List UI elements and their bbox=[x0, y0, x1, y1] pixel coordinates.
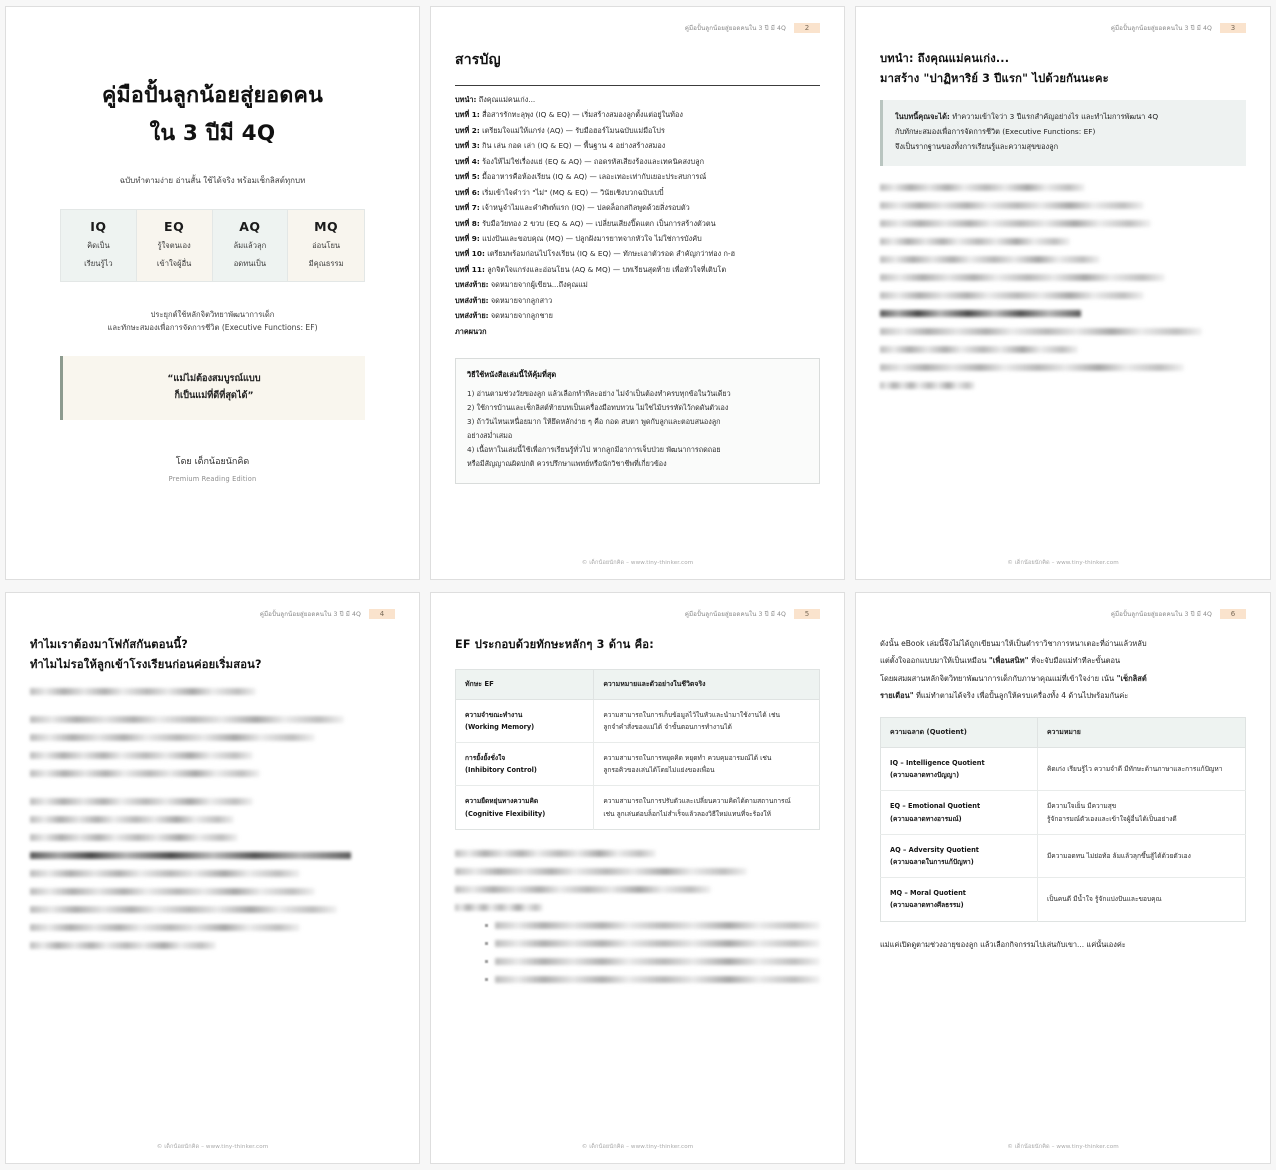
toc-item[interactable] bbox=[455, 311, 820, 321]
toc-item[interactable] bbox=[455, 234, 820, 244]
page-5 bbox=[430, 592, 845, 1164]
cover-applied-line-2: และทักษะสมองเพื่อการจัดการชีวิต (Executive Functions: EF) bbox=[107, 323, 318, 333]
page-3-content bbox=[856, 7, 1270, 579]
redacted-line bbox=[880, 274, 1165, 281]
redacted-line bbox=[880, 256, 1100, 263]
page-footer: © เด็กน้อยนักคิด – www.tiny-thinker.com bbox=[1007, 1144, 1119, 1150]
focus-heading bbox=[30, 635, 395, 674]
redacted-line bbox=[880, 310, 1081, 317]
redacted-line bbox=[495, 940, 820, 947]
quotient-aq-line-1: ล้มแล้วลุก bbox=[233, 241, 267, 251]
ef-skills-table bbox=[455, 669, 820, 830]
howto-box bbox=[455, 358, 820, 484]
toc-item-label: บทส่งท้าย: bbox=[455, 280, 489, 290]
redacted-body-text bbox=[455, 850, 820, 994]
toc-item-label: บทส่งท้าย: bbox=[455, 295, 489, 305]
redacted-line bbox=[30, 852, 351, 859]
page-number-badge: 5 bbox=[794, 609, 820, 619]
redacted-line bbox=[30, 688, 256, 695]
toc-item[interactable] bbox=[455, 172, 820, 182]
ef-desc-cell bbox=[594, 699, 820, 742]
redacted-body-text bbox=[880, 184, 1246, 400]
redacted-line bbox=[30, 798, 253, 805]
quotient-col-meaning: ความหมาย bbox=[1037, 718, 1245, 748]
toc-item-label: บทที่ 9: bbox=[455, 233, 480, 243]
callout-line-3: จึงเป็นรากฐานของทั้งการเรียนรู้และความสุขของลูก bbox=[895, 141, 1059, 151]
cover-subtitle: ฉบับทำตามง่าย อ่านสั้น ใช้ได้จริง พร้อมเช็กลิสต์ทุกบท bbox=[119, 176, 306, 186]
intro-emphasis-checklist-2: รายเดือน" bbox=[880, 690, 914, 700]
toc-item[interactable] bbox=[455, 126, 820, 136]
quotient-name-th: (ความฉลาดทางปัญญา) bbox=[890, 771, 960, 780]
bullet-dot-icon bbox=[485, 978, 488, 981]
howto-title: วิธีใช้หนังสือเล่มนี้ให้คุ้มที่สุด bbox=[467, 370, 557, 379]
running-head-page-6 bbox=[880, 607, 1246, 621]
table-row bbox=[456, 786, 820, 829]
callout-lead: ในบทนี้คุณจะได้: bbox=[895, 112, 950, 122]
redacted-line bbox=[880, 238, 1070, 245]
redacted-line bbox=[880, 364, 1184, 371]
quotient-desc-line-1: คิดเก่ง เรียนรู้ไว ความจำดี มีทักษะด้านภาษาและการแก้ปัญหา bbox=[1046, 765, 1223, 774]
quotient-desc-line-2: รู้จักอารมณ์ตัวเองและเข้าใจผู้อื่นได้เป็นอย่างดี bbox=[1046, 814, 1177, 823]
ef-desc-line-1: ความสามารถในการหยุดคิด หยุดทำ ควบคุมอารมณ์ได้ เช่น bbox=[603, 753, 772, 762]
quotient-desc-cell bbox=[1037, 878, 1245, 921]
page-number-badge: 2 bbox=[794, 23, 820, 33]
redacted-line bbox=[30, 906, 337, 913]
redacted-gap bbox=[30, 788, 395, 798]
cover-title-line-1: คู่มือปั้นลูกน้อยสู่ยอดคน bbox=[101, 83, 324, 108]
toc-item-text: แบ่งปันและขอบคุณ (MQ) — ปลูกฝังมารยาทจากหัวใจ ไม่ใช่การบังคับ bbox=[479, 233, 702, 243]
ef-skill-th: ความจำขณะทำงาน bbox=[465, 710, 523, 719]
toc-item-label: บทที่ 2: bbox=[455, 125, 480, 135]
quotient-cell-aq bbox=[213, 210, 289, 281]
quotient-name-th: (ความฉลาดทางอารมณ์) bbox=[890, 814, 962, 823]
toc-item-label: บทนำ: bbox=[455, 95, 477, 104]
redacted-line bbox=[30, 942, 216, 949]
redacted-body-text bbox=[30, 688, 395, 960]
redacted-bullet-item bbox=[485, 922, 820, 929]
toc-item-text: เตรียมใจแม่ให้แกร่ง (AQ) — รับมือฮอร์โมนฉบับแม่มือโปร bbox=[479, 125, 665, 135]
page-3 bbox=[855, 6, 1271, 580]
page-1 bbox=[5, 6, 420, 580]
redacted-line bbox=[30, 834, 238, 841]
callout-line-2: กับทักษะสมองเพื่อการจัดการชีวิต (Executive Functions: EF) bbox=[895, 127, 1096, 136]
quotient-desc-cell bbox=[1037, 834, 1245, 877]
redacted-line bbox=[30, 716, 344, 723]
page-1-content bbox=[6, 7, 419, 579]
ebook-intro-paragraph bbox=[880, 635, 1246, 704]
running-head-title: คู่มือปั้นลูกน้อยสู่ยอดคนใน 3 ปี มี 4Q bbox=[684, 611, 786, 618]
ef-table-body bbox=[456, 699, 820, 829]
quotient-desc-line-1: มีความอดทน ไม่ย่อท้อ ล้มแล้วลุกขึ้นสู้ได้ด้วยตัวเอง bbox=[1046, 851, 1191, 860]
toc-item[interactable] bbox=[455, 188, 820, 198]
toc-item-text: เตรียมพร้อมก่อนไปโรงเรียน (IQ & EQ) — ทักษะเอาตัวรอด สำคัญกว่าท่อง ก-ฮ bbox=[484, 249, 736, 259]
running-head-title: คู่มือปั้นลูกน้อยสู่ยอดคนใน 3 ปี มี 4Q bbox=[1110, 25, 1212, 32]
redacted-line bbox=[880, 220, 1151, 227]
table-header-row bbox=[456, 669, 820, 699]
ef-skill-cell bbox=[456, 786, 594, 829]
ef-desc-line-2: ลูกรอคิวของเล่นได้โดยไม่แย่งของเพื่อน bbox=[603, 766, 715, 775]
bullet-dot-icon bbox=[485, 942, 488, 945]
redacted-line bbox=[455, 868, 747, 875]
toc-heading: สารบัญ bbox=[455, 52, 501, 68]
ef-desc-cell bbox=[594, 786, 820, 829]
closing-paragraph: แม่แค่เปิดดูตามช่วงอายุของลูก แล้วเลือกกิจกรรมไปเล่นกับเขา... แค่นั้นเองค่ะ bbox=[880, 939, 1126, 949]
redacted-bullet-item bbox=[485, 976, 820, 983]
quotient-name-en: EQ – Emotional Quotient bbox=[890, 802, 981, 811]
toc-item-text: เริ่มเข้าใจคำว่า "ไม่" (MQ & EQ) — วินัยเชิงบวกฉบับเบบี๋ bbox=[479, 187, 664, 197]
running-head-page-2 bbox=[455, 21, 820, 35]
page-number-badge: 6 bbox=[1220, 609, 1246, 619]
intro-line-2a: แต่ตั้งใจออกแบบมาให้เป็นเหมือน bbox=[880, 656, 989, 666]
ef-table-head bbox=[456, 669, 820, 699]
ef-skill-cell bbox=[456, 699, 594, 742]
quotient-mq-line-2: มีคุณธรรม bbox=[308, 259, 344, 269]
redacted-line bbox=[880, 202, 1144, 209]
page-2-content bbox=[431, 7, 844, 579]
toc-item-text: ลูกจิตใจแกร่งและอ่อนโยน (AQ & MQ) — บทเรียนสุดท้าย เพื่อหัวใจที่เติบโต bbox=[484, 264, 727, 274]
ef-col-skill: ทักษะ EF bbox=[456, 669, 594, 699]
toc-item[interactable] bbox=[455, 265, 820, 275]
ef-desc-line-2: เช่น ลูกเล่นต่อบล็อกไม่สำเร็จแล้วลองวิธีใหม่แทนที่จะร้องให้ bbox=[603, 809, 771, 818]
cover-title-line-2: ใน 3 ปีมี 4Q bbox=[149, 120, 276, 146]
page-footer: © เด็กน้อยนักคิด – www.tiny-thinker.com bbox=[581, 560, 694, 566]
quotient-mq-line-1: อ่อนโยน bbox=[312, 241, 341, 251]
redacted-bullet-list bbox=[455, 922, 820, 983]
page-4 bbox=[5, 592, 420, 1164]
toc-item-text: รับมือวัยทอง 2 ขวบ (EQ & AQ) — เปลี่ยนเสียงปี๊ดแตก เป็นการสร้างตัวตน bbox=[479, 218, 716, 228]
redacted-line bbox=[495, 922, 820, 929]
redacted-line bbox=[30, 924, 300, 931]
focus-heading-line-2: ทำไมไม่รอให้ลูกเข้าโรงเรียนก่อนค่อยเริ่มสอน? bbox=[30, 657, 262, 671]
table-row bbox=[881, 878, 1246, 921]
quotient-eq-line-1: รู้ใจตนเอง bbox=[157, 241, 191, 251]
quotient-table-body bbox=[881, 748, 1246, 922]
redacted-line bbox=[30, 770, 260, 777]
running-head-page-5 bbox=[455, 607, 820, 621]
intro-line-1: ดังนั้น eBook เล่มนี้จึงไม่ได้ถูกเขียนมาให้เป็นตำราวิชาการหนาเตอะที่อ่านแล้วหลับ bbox=[880, 639, 1147, 648]
quotient-cell-mq bbox=[288, 210, 364, 281]
quotient-name-cell bbox=[881, 748, 1038, 791]
ef-heading: EF ประกอบด้วยทักษะหลักๆ 3 ด้าน คือ: bbox=[455, 638, 654, 651]
quotient-name-th: (ความฉลาดในการแก้ปัญหา) bbox=[890, 857, 974, 866]
redacted-line bbox=[880, 292, 1144, 299]
chapter-summary-callout bbox=[880, 100, 1246, 165]
toc-item-text: จดหมายจากผู้เขียน...ถึงคุณแม่ bbox=[488, 280, 588, 290]
quotient-name-en: IQ – Intelligence Quotient bbox=[890, 759, 985, 767]
table-row bbox=[456, 742, 820, 785]
toc-item[interactable] bbox=[455, 95, 820, 105]
toc-item-label: บทที่ 6: bbox=[455, 187, 480, 197]
intro-emphasis-friend: "เพื่อนสนิท" bbox=[988, 656, 1029, 666]
cover-applied-line-1: ประยุกต์ใช้หลักจิตวิทยาพัฒนาการเด็ก bbox=[150, 309, 275, 319]
howto-line: 1) อ่านตามช่วงวัยของลูก แล้วเลือกทำทีละอย่าง ไม่จำเป็นต้องทำครบทุกข้อในวันเดียว bbox=[467, 389, 731, 398]
howto-line: 2) ใช้การบ้านและเช็กลิสต์ท้ายบทเป็นเครื่องมือทบทวน ไม่ใช่ไม้บรรทัดไว้กดดันตัวเอง bbox=[467, 403, 729, 413]
toc-item[interactable] bbox=[455, 110, 820, 120]
toc-item-label: บทที่ 1: bbox=[455, 110, 480, 120]
intro-emphasis-checklist-1: "เช็กลิสต์ bbox=[1116, 673, 1147, 683]
intro-line-4b: ที่แม่ทำตามได้จริง เพื่อปั้นลูกให้ครบเครื่องทั้ง 4 ด้านไปพร้อมกันค่ะ bbox=[913, 690, 1129, 700]
table-header-row bbox=[881, 718, 1246, 748]
redacted-line bbox=[455, 850, 656, 857]
page-number-badge: 4 bbox=[369, 609, 395, 619]
quotient-aq-line-2: อดทนเป็น bbox=[233, 259, 267, 269]
quotient-cell-eq bbox=[137, 210, 213, 281]
page-2 bbox=[430, 6, 845, 580]
toc-item-label: บทที่ 5: bbox=[455, 172, 480, 182]
redacted-line bbox=[880, 184, 1085, 191]
toc-item-text: ถึงคุณแม่คนเก่ง... bbox=[476, 95, 536, 104]
redacted-line bbox=[30, 870, 300, 877]
quotient-name-en: MQ – Moral Quotient bbox=[890, 889, 966, 898]
redacted-line bbox=[30, 752, 253, 759]
page-6 bbox=[855, 592, 1271, 1164]
page-6-content bbox=[856, 593, 1270, 1163]
quotient-name-cell bbox=[881, 791, 1038, 834]
table-row bbox=[881, 791, 1246, 834]
toc-item-label: ภาคผนวก bbox=[455, 326, 487, 336]
quotient-iq-line-1: คิดเป็น bbox=[87, 241, 110, 251]
table-row bbox=[881, 834, 1246, 877]
toc-list bbox=[455, 95, 820, 342]
toc-item[interactable] bbox=[455, 280, 820, 290]
toc-item-text: จดหมายจากลูกชาย bbox=[488, 311, 553, 321]
howto-line: 3) ถ้าวันไหนเหนื่อยมาก ให้ยึดหลักง่าย ๆ คือ กอด สบตา พูดกับลูกและตอบสนองลูก bbox=[467, 417, 721, 427]
page-footer: © เด็กน้อยนักคิด – www.tiny-thinker.com bbox=[1007, 560, 1119, 566]
page-footer: © เด็กน้อยนักคิด – www.tiny-thinker.com bbox=[156, 1144, 269, 1150]
quotient-code-mq: MQ bbox=[314, 219, 339, 235]
page-number-badge: 3 bbox=[1220, 23, 1246, 33]
table-row bbox=[456, 699, 820, 742]
quotient-iq-line-2: เรียนรู้ไว bbox=[84, 259, 113, 269]
redacted-line bbox=[455, 886, 711, 893]
quotient-col-name: ความฉลาด (Quotient) bbox=[881, 718, 1038, 748]
redacted-line bbox=[455, 904, 543, 911]
toc-item[interactable] bbox=[455, 203, 820, 213]
page-footer: © เด็กน้อยนักคิด – www.tiny-thinker.com bbox=[581, 1144, 694, 1150]
quotient-desc-cell bbox=[1037, 791, 1245, 834]
ef-skill-th: การยั้งยั้งชั่งใจ bbox=[465, 753, 506, 762]
howto-line: 4) เนื้อหาในเล่มนี้ใช้เพื่อการเรียนรู้ทั่วไป หากลูกมีอาการเจ็บป่วย พัฒนาการถดถอย bbox=[467, 445, 721, 455]
redacted-line bbox=[30, 734, 315, 741]
toc-item-text: ร้องให้ไม่ใช่เรื่องแย่ (EQ & AQ) — ถอดรหัสเสียงร้องและเทคนิคสงบลูก bbox=[479, 156, 704, 166]
ef-skill-en: (Cognitive Flexibility) bbox=[465, 809, 546, 818]
quotient-table-head bbox=[881, 718, 1246, 748]
ef-desc-line-1: ความสามารถในการปรับตัวและเปลี่ยนความคิดได้ตามสถานการณ์ bbox=[603, 797, 791, 806]
quotient-code-aq: AQ bbox=[239, 219, 261, 235]
bullet-dot-icon bbox=[485, 960, 488, 963]
toc-item-label: บทที่ 10: bbox=[455, 249, 485, 259]
cover-edition: Premium Reading Edition bbox=[168, 475, 257, 484]
redacted-line bbox=[495, 958, 820, 965]
cover-quote-line-1: “แม่ไม่ต้องสมบูรณ์แบบ bbox=[167, 373, 261, 385]
intro-line-3a: โดยผสมผสานหลักจิตวิทยาพัฒนาการเด็กกับภาษาคุณแม่ที่เข้าใจง่าย เน้น bbox=[880, 673, 1117, 683]
intro-line-2c: ที่จะจับมือแม่ทำทีละขั้นตอน bbox=[1028, 656, 1121, 666]
redacted-line bbox=[880, 382, 975, 389]
toc-item-text: เจ้าหนูจำไมและคำศัพท์แรก (IQ) — ปลดล็อกสกิลพูดด้วยสิ่งรอบตัว bbox=[479, 203, 690, 213]
page-5-content bbox=[431, 593, 844, 1163]
howto-line: หรือมีสัญญาณผิดปกติ ควรปรึกษาแพทย์หรือนักวิชาชีพที่เกี่ยวข้อง bbox=[467, 459, 667, 469]
ef-skill-en: (Working Memory) bbox=[465, 722, 535, 731]
ef-col-meaning: ความหมายและตัวอย่างในชีวิตจริง bbox=[594, 669, 820, 699]
running-head-page-3 bbox=[880, 21, 1246, 35]
quotient-name-en: AQ – Adversity Quotient bbox=[890, 845, 979, 854]
toc-item-text: มื้ออาหารคือห้องเรียน (IQ & AQ) — เลอะเทอะเท่ากับเยอะประสบการณ์ bbox=[479, 172, 707, 182]
redacted-line bbox=[30, 888, 315, 895]
redacted-gap bbox=[30, 706, 395, 716]
toc-item[interactable] bbox=[455, 249, 820, 259]
toc-item[interactable] bbox=[455, 219, 820, 229]
quotient-code-eq: EQ bbox=[164, 219, 185, 235]
focus-heading-line-1: ทำไมเราต้องมาโฟกัสกันตอนนี้? bbox=[30, 638, 188, 651]
ef-desc-line-1: ความสามารถในการเก็บข้อมูลไว้ในหัวและนำมาใช้งานได้ เช่น bbox=[603, 710, 780, 719]
redacted-bullet-item bbox=[485, 958, 820, 965]
toc-item[interactable] bbox=[455, 157, 820, 167]
redacted-line bbox=[30, 816, 234, 823]
quotient-eq-line-2: เข้าใจผู้อื่น bbox=[156, 259, 192, 269]
cover-byline: โดย เด็กน้อยนักคิด bbox=[175, 457, 250, 468]
running-head-title: คู่มือปั้นลูกน้อยสู่ยอดคนใน 3 ปี มี 4Q bbox=[259, 611, 361, 618]
cover-quote-line-2: ก็เป็นแม่ที่ดีที่สุดได้” bbox=[174, 390, 254, 402]
quotient-meaning-table bbox=[880, 717, 1246, 922]
redacted-line bbox=[880, 328, 1202, 335]
quotient-desc-line-1: มีความใจเย็น มีความสุข bbox=[1046, 802, 1117, 811]
toc-item[interactable] bbox=[455, 141, 820, 151]
ef-desc-line-2: ลูกจำคำสั่งของแม่ได้ จำขั้นตอนการทำงานได้ bbox=[603, 722, 732, 731]
ef-skill-th: ความยืดหยุ่นทางความคิด bbox=[465, 797, 539, 806]
toc-item-label: บทที่ 7: bbox=[455, 203, 480, 213]
toc-item[interactable] bbox=[455, 296, 820, 306]
redacted-line bbox=[880, 346, 1078, 353]
intro-heading bbox=[880, 49, 1246, 88]
toc-item-label: บทที่ 11: bbox=[455, 264, 485, 274]
toc-divider bbox=[455, 85, 820, 86]
toc-item[interactable] bbox=[455, 327, 820, 337]
ef-desc-cell bbox=[594, 742, 820, 785]
callout-lead-rest: ทำความเข้าใจว่า 3 ปีแรกสำคัญอย่างไร และทำไมการพัฒนา 4Q bbox=[949, 112, 1159, 122]
table-row bbox=[881, 748, 1246, 791]
toc-item-label: บทที่ 3: bbox=[455, 141, 480, 151]
redacted-line bbox=[495, 976, 820, 983]
running-head-title: คู่มือปั้นลูกน้อยสู่ยอดคนใน 3 ปี มี 4Q bbox=[684, 25, 786, 32]
quotient-name-cell bbox=[881, 834, 1038, 877]
quotient-name-cell bbox=[881, 878, 1038, 921]
cover-applied-note bbox=[107, 308, 317, 335]
running-head-title: คู่มือปั้นลูกน้อยสู่ยอดคนใน 3 ปี มี 4Q bbox=[1110, 611, 1212, 618]
toc-item-text: สื่อสารรักทะลุพุง (IQ & EQ) — เริ่มสร้างสมองลูกตั้งแต่อยู่ในท้อง bbox=[479, 110, 683, 120]
cover-title bbox=[102, 77, 323, 152]
intro-heading-line-2: มาสร้าง "ปาฏิหาริย์ 3 ปีแรก" ไปด้วยกันนะคะ bbox=[880, 71, 1109, 85]
running-head-page-4 bbox=[30, 607, 395, 621]
redacted-bullet-item bbox=[485, 940, 820, 947]
callout-line-1 bbox=[895, 110, 1234, 125]
quotient-desc-line-1: เป็นคนดี มีน้ำใจ รู้จักแบ่งปันและขอบคุณ bbox=[1046, 895, 1162, 904]
cover-quote-box bbox=[60, 356, 365, 420]
page-4-content bbox=[6, 593, 419, 1163]
quotient-desc-cell bbox=[1037, 748, 1245, 791]
ef-skill-cell bbox=[456, 742, 594, 785]
toc-item-text: กิน เล่น กอด เล่า (IQ & EQ) — พื้นฐาน 4 อย่างสร้างสมอง bbox=[479, 141, 666, 151]
howto-line: อย่างสม่ำเสมอ bbox=[467, 431, 513, 441]
intro-heading-line-1: บทนำ: ถึงคุณแม่คนเก่ง... bbox=[880, 52, 1010, 65]
quotient-cell-iq bbox=[61, 210, 137, 281]
bullet-dot-icon bbox=[485, 924, 488, 927]
ef-skill-en: (Inhibitory Control) bbox=[465, 766, 537, 775]
toc-item-label: บทที่ 8: bbox=[455, 218, 480, 228]
quotient-code-iq: IQ bbox=[90, 219, 107, 235]
toc-item-text: จดหมายจากลูกสาว bbox=[488, 295, 553, 305]
quotient-grid bbox=[60, 209, 365, 282]
toc-item-label: บทส่งท้าย: bbox=[455, 311, 489, 321]
quotient-name-th: (ความฉลาดทางศีลธรรม) bbox=[890, 901, 964, 910]
toc-item-label: บทที่ 4: bbox=[455, 156, 480, 166]
